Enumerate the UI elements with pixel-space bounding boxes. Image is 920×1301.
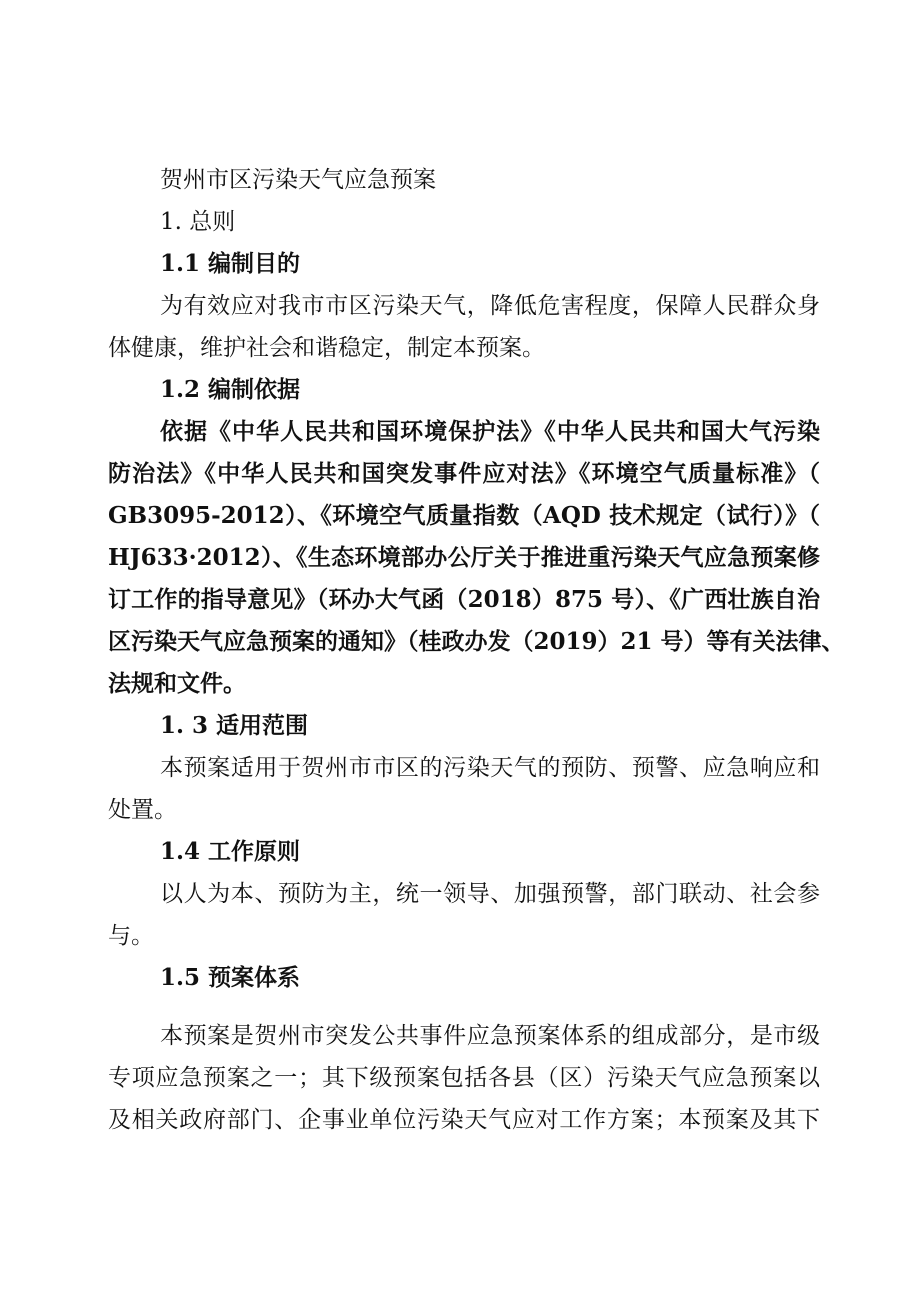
document-title: 贺州市区污染天气应急预案 xyxy=(160,167,436,193)
paragraph-line: 以人为本、预防为主，统一领导、加强预警，部门联动、社会参 xyxy=(160,881,820,907)
paragraph-line: 体健康，维护社会和谐稳定，制定本预案。 xyxy=(108,335,545,361)
paragraph-line: 防治法》《中华人民共和国突发事件应对法》《环境空气质量标准》（ xyxy=(108,460,820,487)
paragraph-line: 及相关政府部门、企事业单位污染天气应对工作方案；本预案及其下 xyxy=(108,1107,820,1133)
paragraph-line: 区污染天气应急预案的通知》（桂政办发（2019）21 号）等有关法律、 xyxy=(108,628,845,655)
paragraph-line: 与。 xyxy=(108,923,154,949)
paragraph-line: 专项应急预案之一；其下级预案包括各县（区）污染天气应急预案以 xyxy=(108,1065,820,1091)
section-heading-1-5: 1.5 预案体系 xyxy=(160,964,301,991)
paragraph-line: 依据《中华人民共和国环境保护法》《中华人民共和国大气污染 xyxy=(160,418,820,445)
section-heading-1-4: 1.4 工作原则 xyxy=(160,838,301,865)
paragraph-line: 本预案是贺州市突发公共事件应急预案体系的组成部分，是市级 xyxy=(160,1023,820,1049)
paragraph-line: 为有效应对我市市区污染天气，降低危害程度，保障人民群众身 xyxy=(160,293,820,319)
paragraph-line: 处置。 xyxy=(108,797,177,823)
paragraph-line: 订工作的指导意见》（环办大气函（2018）875 号）、《广西壮族自治 xyxy=(108,586,820,613)
paragraph-line: 本预案适用于贺州市市区的污染天气的预防、预警、应急响应和 xyxy=(160,755,820,781)
paragraph-line: 法规和文件。 xyxy=(108,670,246,697)
section-heading-1-2: 1.2 编制依据 xyxy=(160,376,301,403)
section-heading-1-1: 1.1 编制目的 xyxy=(160,250,301,277)
section-heading-1-3: 1. 3 适用范围 xyxy=(160,712,309,739)
paragraph-line: GB3095-2012）、《环境空气质量指数（AQD 技术规定（试行）》（ xyxy=(108,502,820,529)
paragraph-line: HJ633·2012）、《生态环境部办公厅关于推进重污染天气应急预案修 xyxy=(108,544,820,571)
section-heading-1: 1. 总则 xyxy=(160,209,236,235)
